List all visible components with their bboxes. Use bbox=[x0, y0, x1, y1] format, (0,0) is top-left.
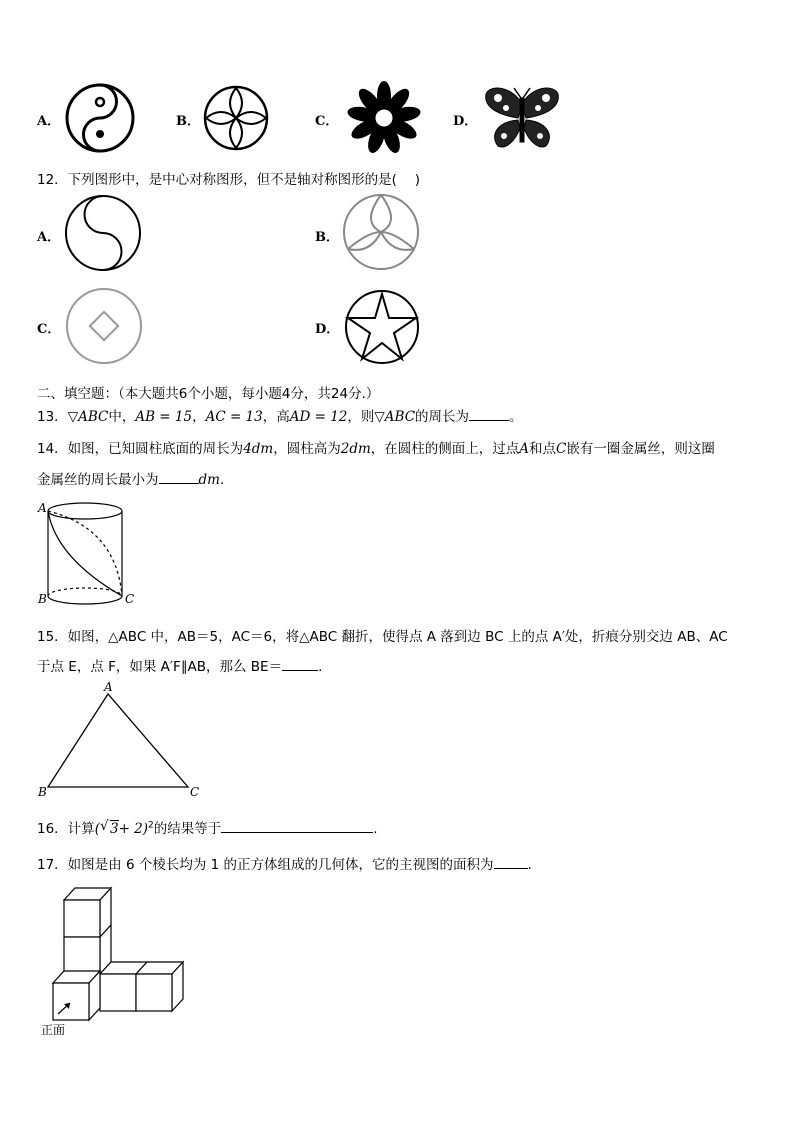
q15-fig-label-a: A bbox=[104, 680, 113, 694]
q16-expr-plus: + 2) bbox=[118, 821, 149, 837]
q14-text-l2a: 金属丝的周长最小为 bbox=[37, 472, 159, 488]
cube-stack-figure bbox=[36, 882, 188, 1034]
q14-text-i: 嵌有一圈金属丝，则这圈 bbox=[566, 441, 715, 457]
q17-question bbox=[37, 853, 532, 873]
q12-option-d-label: D． bbox=[315, 322, 340, 337]
q12-option-c-label: C． bbox=[37, 322, 61, 337]
cylinder-figure bbox=[36, 498, 136, 613]
q14-unit: dm bbox=[198, 472, 220, 488]
q15-text: 于点 E，点 F，如果 A′F∥AB，那么 BE＝ bbox=[37, 659, 283, 675]
q11-option-d-label: D． bbox=[453, 114, 478, 129]
coin-square-icon bbox=[64, 286, 144, 366]
s-curve-circle-icon bbox=[63, 193, 143, 273]
section-title: 二、填空题：（本大题共6个小题，每小题4分，共24分.） bbox=[37, 386, 380, 402]
q13-text-zhong: 中， bbox=[108, 409, 136, 425]
q14-height: 2dm bbox=[340, 441, 371, 457]
q16-end: . bbox=[373, 821, 378, 837]
q14-fig-label-c: C bbox=[125, 592, 135, 606]
q13-number: 13． bbox=[37, 409, 68, 425]
q14-line-1 bbox=[37, 437, 715, 457]
q14-text-e: ，在圆柱的侧面上，过点 bbox=[370, 441, 520, 457]
q11-option-c-label: C． bbox=[315, 114, 339, 129]
q13-question bbox=[37, 405, 523, 425]
q12-option-a-label: A． bbox=[37, 230, 61, 245]
q17-end: . bbox=[527, 857, 532, 873]
q14-point-a: A bbox=[519, 441, 530, 457]
q13-text-gao: ，高 bbox=[262, 409, 290, 425]
q15-line-1: 15．如图，△ABC 中，AB＝5，AC＝6，将△ABC 翻折，使得点 A 落到边 BC 上的点 A′处，折痕分别交边 AB、AC bbox=[37, 629, 728, 645]
q14-text-c: ，圆柱高为 bbox=[273, 441, 341, 457]
q14-text-g: 和点 bbox=[529, 441, 557, 457]
q14-answer-blank[interactable] bbox=[159, 471, 199, 484]
q12-question: 12．下列图形中，是中心对称图形，但不是轴对称图形的是( ) bbox=[37, 172, 421, 188]
star-circle-icon bbox=[343, 289, 421, 365]
butterfly-icon bbox=[482, 84, 562, 152]
q11-option-b-label: B． bbox=[176, 114, 200, 129]
four-petal-flower-icon bbox=[202, 84, 270, 152]
three-arc-circle-icon bbox=[340, 192, 422, 272]
q15-end: . bbox=[318, 659, 323, 675]
q13-ac: AC = 13 bbox=[205, 409, 263, 425]
yin-yang-icon bbox=[64, 82, 136, 154]
q14-text-a: 14．如图，已知圆柱底面的周长为 bbox=[37, 441, 244, 457]
q15-fig-label-c: C bbox=[190, 785, 200, 799]
q14-fig-label-b: B bbox=[38, 592, 47, 606]
q15-answer-blank[interactable] bbox=[282, 658, 318, 671]
q13-answer-blank[interactable] bbox=[469, 408, 509, 421]
q15-fig-label-b: B bbox=[38, 785, 47, 799]
q16-expr-open: ( bbox=[94, 821, 100, 837]
q16-expr-sup: 2 bbox=[148, 820, 154, 831]
q17-answer-blank[interactable] bbox=[494, 856, 528, 869]
q16-expr-sqrt: √ 3 bbox=[99, 818, 119, 837]
q13-text-perimeter: 的周长为 bbox=[415, 409, 470, 425]
q17-text: 17．如图是由 6 个棱长均为 1 的正方体组成的几何体，它的主视图的面积为 bbox=[37, 857, 494, 873]
q12-option-b-label: B． bbox=[315, 230, 339, 245]
q16-text-a: 16．计算 bbox=[37, 821, 95, 837]
triangle-figure bbox=[40, 690, 200, 790]
q14-circumference: 4dm bbox=[243, 441, 274, 457]
q14-fig-label-a: A bbox=[38, 501, 47, 515]
q13-text-ze: ，则 bbox=[347, 409, 375, 425]
q16-question bbox=[37, 817, 378, 837]
q13-triangle-2: ▽ABC bbox=[374, 409, 416, 425]
q14-point-c: C bbox=[556, 441, 567, 457]
q14-line-2 bbox=[37, 468, 224, 488]
q13-comma-1: ， bbox=[192, 409, 206, 425]
q11-option-a-label: A． bbox=[37, 114, 61, 129]
q16-sqrt-radicand: 3 bbox=[109, 821, 119, 837]
q14-end: . bbox=[219, 472, 225, 488]
q13-triangle-1: ▽ABC bbox=[67, 409, 109, 425]
q13-ab: AB = 15 bbox=[135, 409, 193, 425]
spiral-flower-icon bbox=[344, 80, 424, 156]
q16-text-b: 的结果等于 bbox=[153, 821, 222, 837]
q13-ad: AD = 12 bbox=[289, 409, 348, 425]
front-view-label: 正面 bbox=[41, 1023, 66, 1037]
q13-end: 。 bbox=[509, 409, 523, 425]
q15-line-2 bbox=[37, 655, 322, 675]
q16-answer-blank[interactable] bbox=[221, 820, 373, 833]
